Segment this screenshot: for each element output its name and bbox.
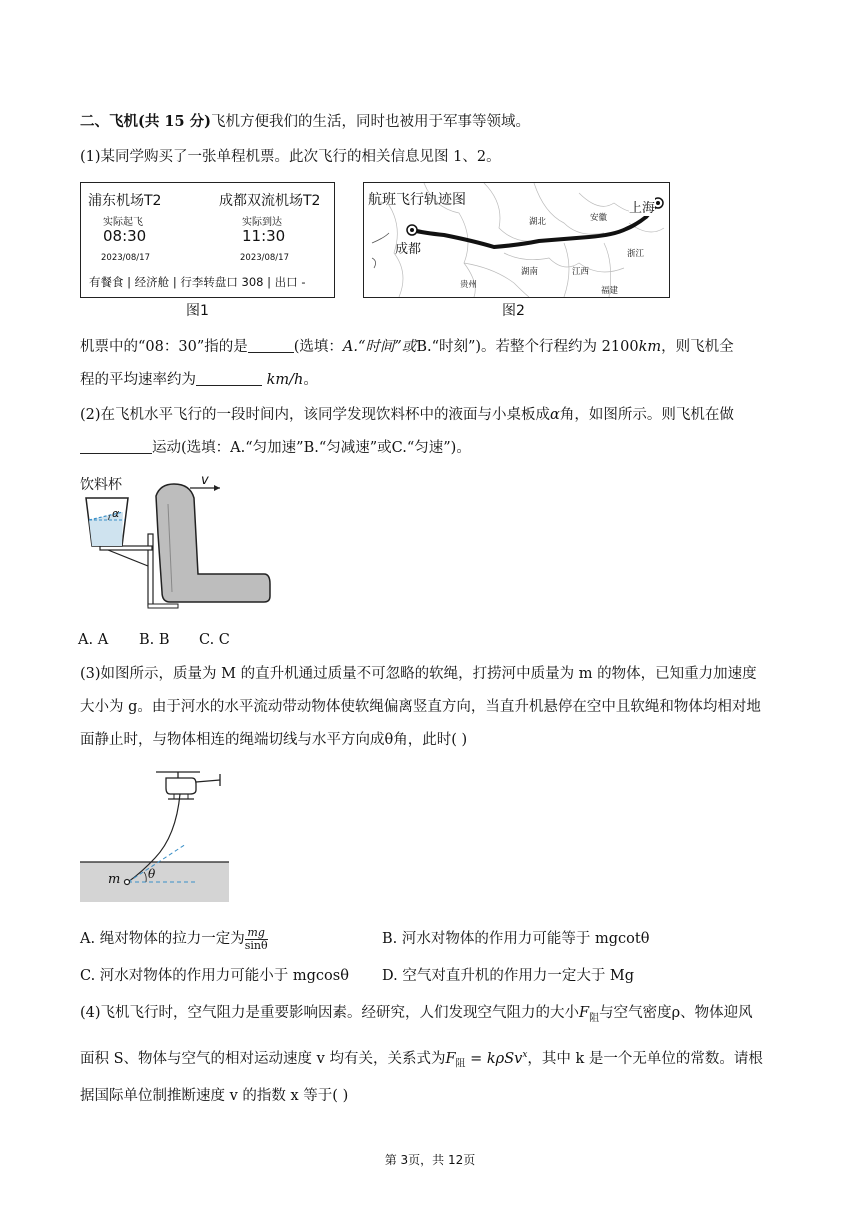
q3-option-b[interactable]: B. 河水对物体的作用力可能等于 mgcotθ [382,931,650,947]
q2-option-3[interactable]: C. C [199,632,230,648]
q4-line-3: 据国际单位制推断速度 v 的指数 x 等于( ) [80,1088,349,1104]
ticket-arr-date: 2023/08/17 [240,253,289,263]
q4-exponent: x [522,1050,528,1060]
q1-text: (选填： [293,339,343,355]
q2-option-b: B.“匀减速”或 [303,440,392,456]
fraction-denominator: sinθ [244,938,268,952]
cup-label: 饮料杯 [80,477,122,493]
q4-force-symbol: F [579,1005,590,1021]
answer-blank-3[interactable] [80,439,152,454]
q3-line-2: 大小为 g。由于河水的水平流动带动物体使软绳偏离竖直方向，当直升机悬停在空中且软绳和物体均相对地 [80,699,761,715]
ticket-footer: 有餐食 | 经济舱 | 行李转盘口 308 | 出口 - [89,275,306,289]
cup-seat-figure [78,474,278,614]
q3-line-1: (3)如图所示，质量为 M 的直升机通过质量不可忽略的软绳，打捞河中质量为 m 的物体，已知重力加速度 [80,666,757,682]
q1-text: ，则飞机全 [661,339,734,355]
map-region-zhejiang: 浙江 [627,249,645,259]
q1-option-a: A.“时间”或 [342,339,417,355]
q4-formula: = kρSv [465,1050,523,1067]
helicopter-icon [166,778,196,794]
map-region-hunan: 湖南 [521,267,539,277]
page-footer: 第 3页，共 12页 [384,1153,476,1167]
map-region-anhui: 安徽 [590,213,608,223]
helicopter-figure [80,766,230,906]
map-end-label: 上海 [629,197,655,216]
q2-text: (2)在飞机水平飞行的一段时间内，该同学发现饮料杯中的液面与小桌板成 [80,407,551,423]
q4-text: (4)飞机飞行时，空气阻力是重要影响因素。经研究，人们发现空气阻力的大小 [80,1005,580,1021]
q3-option-a-text: A. 绳对物体的拉力一定为 [80,931,245,947]
velocity-label: v [201,473,209,488]
q4-line-1 [80,1003,753,1029]
map-title: 航班飞行轨迹图 [368,192,466,208]
answer-blank-2[interactable] [196,371,262,386]
ticket-to: 成都双流机场T2 [219,193,321,209]
q2-text: 运动(选填： [152,440,231,456]
q2-option-c: C.“匀速”)。 [391,440,471,456]
q3-option-c[interactable]: C. 河水对物体的作用力可能小于 mgcosθ [80,968,349,984]
q1-line-1 [80,337,734,357]
section-title: 二、飞机(共 15 分) [80,113,211,130]
q2-option-a: A.“匀加速” [230,440,304,456]
q1-text: B.“时刻”)。若整个行程约为 2100 [416,339,639,355]
q3-line-3: 面静止时，与物体相连的绳端切线与水平方向成θ角，此时( ) [80,732,468,748]
q1-text: 机票中的“08：30”指的是 [80,339,248,355]
q1-unit: km/h [266,372,304,388]
q4-text: ，其中 k 是一个无单位的常数。请根 [527,1050,763,1067]
ticket-arr-time: 11:30 [242,227,286,245]
map-region-fujian: 福建 [601,286,619,296]
map-figure [363,182,670,298]
fig1-caption: 图1 [186,303,209,319]
map-region-guizhou: 贵州 [460,280,478,290]
mass-label: m [108,872,121,887]
q1-text: 程的平均速率约为 [80,372,196,388]
section-heading [80,112,530,132]
ticket-arr-label: 实际到达 [242,217,282,228]
angle-alpha-label: α [112,507,120,520]
q1-text: 。 [303,372,318,388]
ticket-dep-date: 2023/08/17 [101,253,150,263]
q2-alpha: α [550,407,560,423]
q4-force-subscript: 阻 [589,1012,600,1024]
q2-option-2[interactable]: B. B [139,632,170,648]
q3-option-a-fraction [245,927,268,952]
section-intro: 飞机方便我们的生活，同时也被用于军事等领域。 [211,114,530,130]
q1-stem: (1)某同学购买了一张单程机票。此次飞行的相关信息见图 1、2。 [80,149,501,165]
fig2-caption: 图2 [502,303,525,319]
q4-force-subscript: 阻 [455,1058,466,1070]
fraction-numerator: mg [245,927,268,940]
map-start-label: 成都 [395,242,422,257]
ticket-figure [80,182,335,298]
object-mass-icon [125,880,130,885]
q1-line-2 [80,370,318,390]
q2-option-1[interactable]: A. A [78,632,109,648]
ticket-dep-label: 实际起飞 [103,217,143,228]
q4-force-symbol: F [445,1050,456,1067]
answer-blank-1[interactable] [248,338,294,353]
ticket-from: 浦东机场T2 [88,193,162,209]
q4-text: 面积 S、物体与空气的相对运动速度 v 均有关，关系式为 [80,1050,446,1067]
q2-line-1 [80,405,734,425]
map-region-jiangxi: 江西 [572,267,590,277]
q1-unit: km [638,339,662,355]
q3-option-a[interactable] [80,926,268,952]
angle-theta-label: θ [148,867,156,881]
q2-text: 角，如图所示。则飞机在做 [559,407,734,423]
seat-shape [156,484,270,602]
q4-line-2 [80,1045,763,1075]
q2-line-2 [80,438,471,458]
ticket-dep-time: 08:30 [103,227,147,245]
q4-text: 与空气密度ρ、物体迎风 [599,1005,753,1021]
q3-option-d[interactable]: D. 空气对直升机的作用力一定大于 Mg [382,968,635,984]
map-region-hubei: 湖北 [529,217,547,227]
